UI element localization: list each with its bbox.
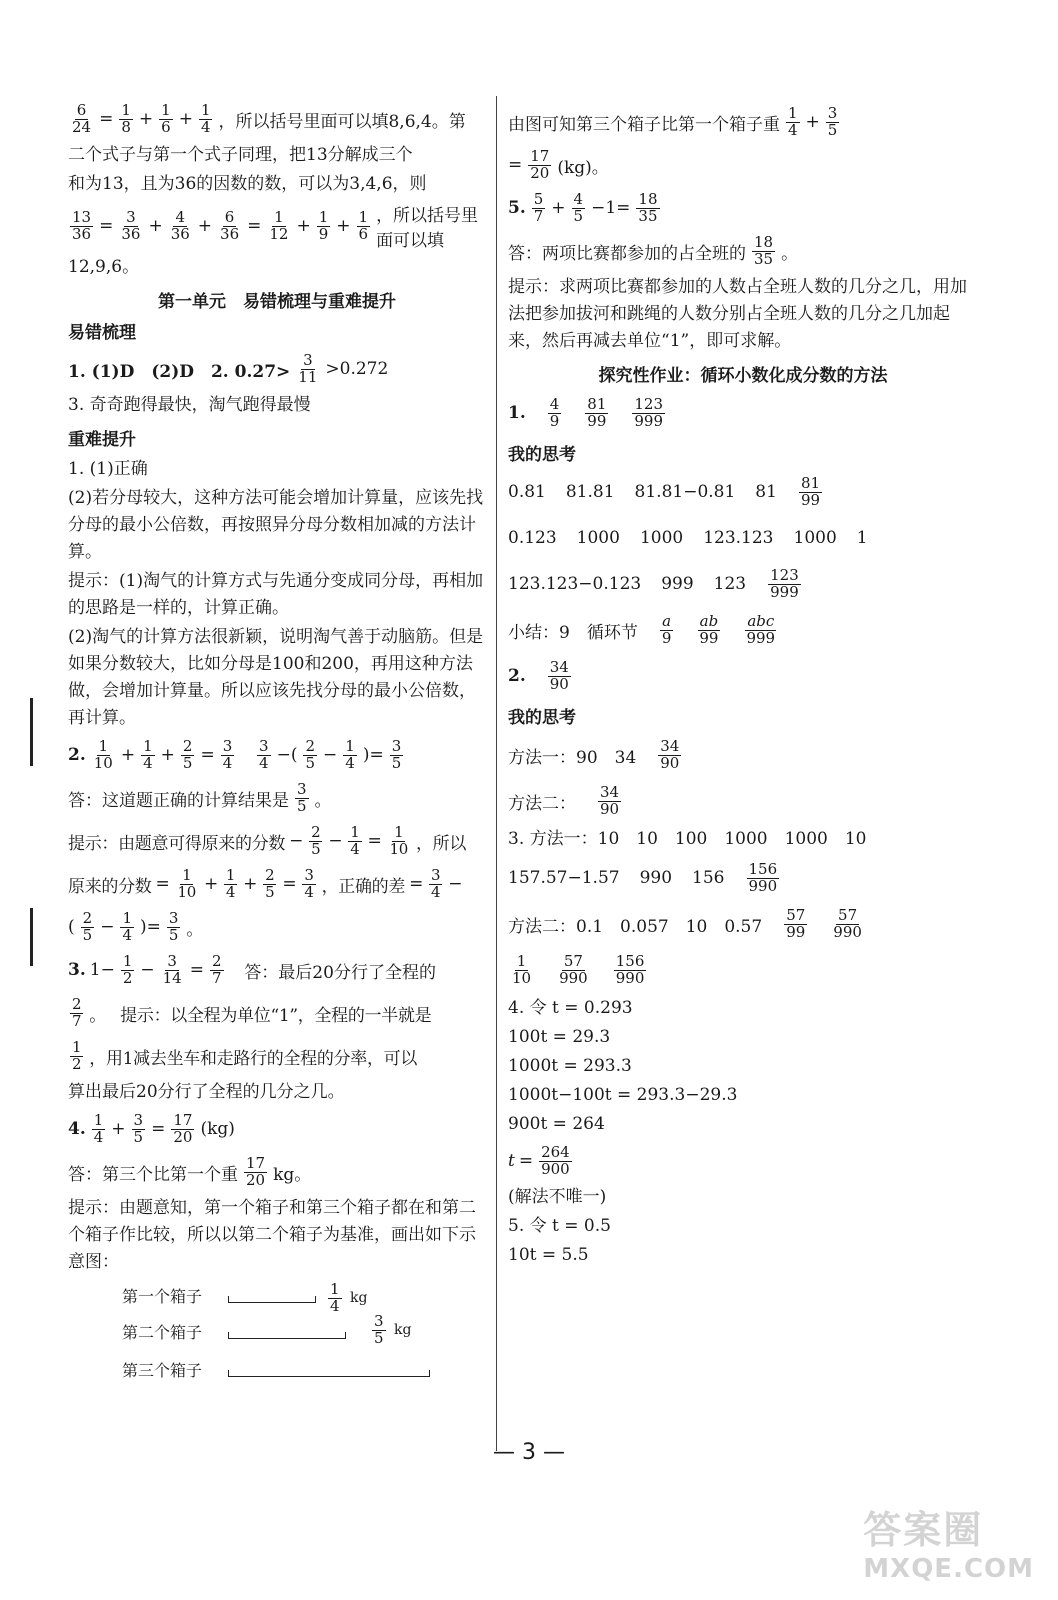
box-label-3: 第三个箱子	[122, 1361, 203, 1380]
unit-mark: kg	[394, 1322, 412, 1338]
explore-step: 1000t−100t = 293.3−29.3	[508, 1085, 738, 1105]
tip-3c: 算出最后20分行了全程的几分之几。	[68, 1082, 345, 1102]
eq-13-36: $\frac{13}{36}$ = $\frac{3}{36}$ + $\frac{4}{36}$ + $\frac{6}{36}$ = $\frac{1}{12}$ + $\frac{1}{9}$ + $\frac{1}{6}$ ，所以括号里面可以填	[68, 201, 486, 251]
bar-1	[228, 1296, 316, 1303]
tip-1: 提示：(1)淘气的计算方式与先通分变成同分母，再相加的思路是一样的，计算正确。	[68, 571, 484, 618]
explore-answer-3: 3. 方法一：10 10 100 1000 1000 10	[508, 829, 867, 849]
left-column	[68, 96, 486, 1394]
unit-title: 第一单元 易错梳理与重难提升	[158, 292, 396, 312]
result-line: 由图可知第三个箱子比第一个箱子重 $\frac{1}{4}$ + $\frac{3}{5}$	[508, 103, 838, 139]
section-heading: 易错梳理	[68, 323, 136, 343]
text: ，所以括号里面可以填	[376, 206, 479, 251]
section-heading: 我的思考	[508, 708, 576, 728]
bar-2	[228, 1332, 346, 1339]
answer-2: 答：这道题正确的计算结果是 $\frac{3}{5}$ 。	[68, 779, 332, 815]
explore-answer-1: 1. $\frac{4}{9}$ $\frac{81}{99}$ $\frac{123}{999}$	[508, 394, 664, 430]
tip-3: $\frac{2}{7}$ 。 提示：以全程为单位“1”，全程的一半就是	[72, 994, 432, 1030]
explore-step: 900t = 264	[508, 1114, 605, 1134]
text-line: 和为13，且为36的因数的数，可以为3,4,6，则	[68, 174, 427, 194]
unit-mark: kg	[350, 1290, 368, 1306]
explore-answer-3d: $\frac{1}{10}$ $\frac{57}{990}$ $\frac{156}{990}$	[512, 951, 645, 987]
text-line: 二个式子与第一个式子同理，把13分解成三个	[68, 145, 413, 165]
explore-step: 1000t = 293.3	[508, 1056, 632, 1076]
tip-2a: 提示：由题意可得原来的分数 − $\frac{2}{5}$ − $\frac{1}{4}$ = $\frac{1}{10}$ ，所以	[68, 822, 467, 858]
text: ，所以括号里面可以填8,6,4。第	[218, 111, 466, 132]
fraction-mark: $\frac{3}{5}$	[374, 1312, 384, 1347]
think-row-1: 0.81 81.81 81.81−0.81 81 $\frac{81}{99}$	[508, 473, 821, 509]
right-column	[508, 96, 978, 1271]
explore-step: 10t = 5.5	[508, 1245, 589, 1265]
explore-answer-3b: 157.57−1.57 990 156 $\frac{156}{990}$	[508, 859, 778, 895]
box-diagram	[68, 1282, 486, 1394]
section-heading: 我的思考	[508, 445, 576, 465]
box-label-1: 第一个箱子	[122, 1287, 203, 1306]
answer-5: 答：两项比赛都参加的占全班的 $\frac{18}{35}$ 。	[508, 232, 799, 268]
summary-row: 小结：9 循环节 $\frac{a}{9}$ $\frac{ab}{99}$ $\frac{\text{abc}}{999}$	[508, 611, 776, 647]
tip-2c: ( $\frac{2}{5}$ − $\frac{1}{4}$ )= $\frac{3}{5}$ 。	[68, 908, 204, 944]
explore-answer-2: 2. $\frac{34}{90}$	[508, 657, 569, 693]
explore-answer-4: 4. 令 t = 0.293	[508, 998, 633, 1018]
tip-2: (2)淘气的计算方法很新颖，说明淘气善于动脑筋。但是如果分数较大，比如分母是100和200，再用这种方法做，会增加计算量。所以应该先找分母的最小公倍数，再计算。	[68, 627, 484, 728]
method-1-row: 方法一：90 34 $\frac{34}{90}$	[508, 736, 680, 772]
think-row-2: 0.123 1000 1000 123.123 1000 1	[508, 528, 868, 548]
answer-k2: (2)若分母较大，这种方法可能会增加计算量，应该先找分母的最小公倍数，再按照异分母分数相加减的方法计算。	[68, 488, 484, 562]
fraction-mark: $\frac{1}{4}$	[330, 1280, 340, 1315]
tip-3b: $\frac{1}{2}$ ，用1减去坐车和走路行的全程的分率，可以	[72, 1037, 418, 1073]
section-heading: 重难提升	[68, 430, 136, 450]
think-row-3: 123.123−0.123 999 123 $\frac{123}{999}$	[508, 565, 799, 601]
eq-5: 5. $\frac{5}{7}$ + $\frac{4}{5}$ −1= $\frac{18}{35}$	[508, 189, 658, 225]
answer-q3: 3. 奇奇跑得最快，淘气跑得最慢	[68, 395, 311, 415]
eq-6-24: $\frac{6}{24}$ = $\frac{1}{8}$ + $\frac{1}{6}$ + $\frac{1}{4}$ ，所以括号里面可以填8,6,4。第	[72, 100, 466, 136]
eq-3: 3. 1− $\frac{1}{2}$ − $\frac{3}{14}$ = $\frac{2}{7}$ 答：最后20分行了全程的	[68, 951, 436, 987]
margin-mark	[30, 698, 33, 766]
result-line: = $\frac{17}{20}$ (kg)。	[508, 146, 609, 182]
text-line: 12,9,6。	[68, 257, 140, 277]
explore-answer-5: 5. 令 t = 0.5	[508, 1216, 611, 1236]
explore-note: (解法不唯一)	[508, 1187, 607, 1207]
explore-title: 探究性作业：循环小数化成分数的方法	[598, 366, 888, 386]
method-2-row: 方法二： $\frac{34}{90}$	[508, 782, 620, 818]
tip-4: 提示：由题意知，第一个箱子和第三个箱子都在和第二个箱子作比较，所以以第二个箱子为基准，画出如下示意图：	[68, 1198, 476, 1272]
explore-answer-3c: 方法二：0.1 0.057 10 0.57 $\frac{57}{99}$ $\frac{57}{990}$	[508, 905, 862, 941]
answer-k1: 1. (1)正确	[68, 459, 148, 479]
bar-3	[228, 1370, 430, 1377]
box-label-2: 第二个箱子	[122, 1323, 203, 1342]
margin-mark	[30, 908, 33, 966]
explore-step: t = $\frac{264}{900}$	[508, 1142, 570, 1178]
tip-2b: 原来的分数 = $\frac{1}{10}$ + $\frac{1}{4}$ + $\frac{2}{5}$ = $\frac{3}{4}$ ，正确的差 = $\frac{3}{4}$ −	[68, 865, 463, 901]
eq-4: 4. $\frac{1}{4}$ + $\frac{3}{5}$ = $\frac{17}{20}$ (kg)	[68, 1110, 235, 1146]
answer-q1: 1. (1)D (2)D 2. 0.27> $\frac{3}{11}$ >0.272	[68, 350, 389, 386]
tip-5: 提示：求两项比赛都参加的人数占全班人数的几分之几，用加法把参加拔河和跳绳的人数分别占全班人数的几分之几加起来，然后再减去单位“1”，即可求解。	[508, 277, 967, 351]
eq-2: 2. $\frac{1}{10}$ + $\frac{1}{4}$ + $\frac{2}{5}$ = $\frac{3}{4}$ $\frac{3}{4}$ −( $\frac{2}{5}$ − $\frac{1}{4}$ )= $\frac{3}{5}$	[68, 736, 402, 772]
watermark-logo: 答案圈 MXQE.COM	[863, 1508, 1034, 1584]
explore-step: 100t = 29.3	[508, 1027, 611, 1047]
page-number: — 3 —	[493, 1440, 565, 1465]
answer-4: 答：第三个比第一个重 $\frac{17}{20}$ kg。	[68, 1153, 312, 1189]
column-divider	[496, 96, 497, 1451]
